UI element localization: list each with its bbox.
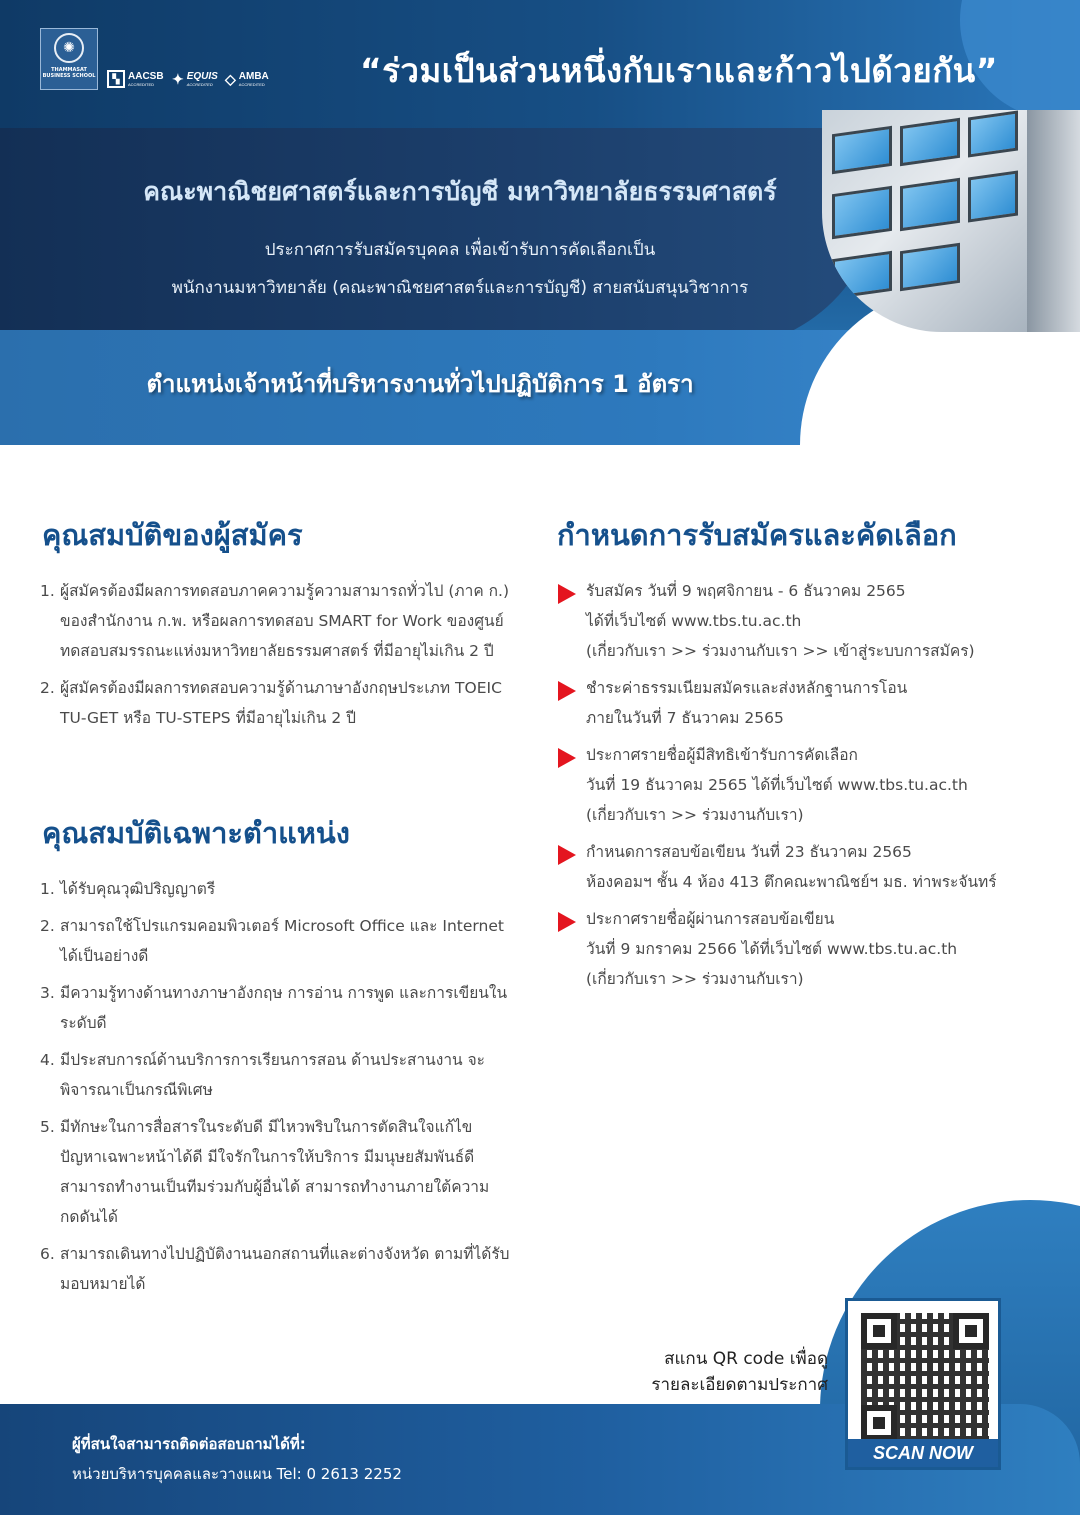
qr-code-box[interactable] <box>845 1298 1001 1470</box>
list-item: 2. ผู้สมัครต้องมีผลการทดสอบความรู้ด้านภาษาอังกฤษประเภท TOEIC TU-GET หรือ TU-STEPS ที่มีอายุไม่เกิน 2 ปี <box>40 679 502 727</box>
specific-qualifications-heading: คุณสมบัติเฉพาะตำแหน่ง <box>42 816 350 850</box>
position-title: ตำแหน่งเจ้าหน้าที่บริหารงานทั่วไปปฏิบัติการ 1 อัตรา <box>146 370 694 398</box>
qr-code-icon[interactable] <box>861 1313 989 1441</box>
contact-title: ผู้ที่สนใจสามารถติดต่อสอบถามได้ที่: <box>72 1435 306 1453</box>
schedule-heading: กำหนดการรับสมัครและคัดเลือก <box>557 518 957 552</box>
arrow-right-icon <box>558 912 576 932</box>
schedule-item: ชำระค่าธรรมเนียมสมัครและส่งหลักฐานการโอน ภายในวันที่ 7 ธันวาคม 2565 <box>558 673 1058 733</box>
list-item: 4. มีประสบการณ์ด้านบริการการเรียนการสอน ด้านประสานงาน จะพิจารณาเป็นกรณีพิเศษ <box>40 1051 485 1099</box>
scan-now-label: SCAN NOW <box>848 1439 998 1467</box>
list-item: 5. มีทักษะในการสื่อสารในระดับดี มีไหวพริบในการตัดสินใจแก้ไขปัญหาเฉพาะหน้าได้ดี มีใจรักในการให้บริการ มีมนุษยสัมพันธ์ดี สามารถทำงานเป็นทีมร่วมกับผู้อื่นได้ สามารถทำงานภายใต้ความกดดันได้ <box>40 1118 490 1226</box>
arrow-right-icon <box>558 845 576 865</box>
list-item: 1. ผู้สมัครต้องมีผลการทดสอบภาคความรู้ความสามารถทั่วไป (ภาค ก.) ของสำนักงาน ก.พ. หรือผลการทดสอบ SMART for Work ของศูนย์ทดสอบสมรรถนะแห่งมหาวิทยาลัยธรรมศาสตร์ ที่มีอายุไม่เกิน 2 ปี <box>40 582 510 660</box>
qualifications-heading: คุณสมบัติของผู้สมัคร <box>42 518 303 552</box>
thammasat-business-school-logo: ✺ THAMMASAT BUSINESS SCHOOL <box>40 28 98 90</box>
amba-logo: ◇ AMBA ACCREDITED <box>225 70 269 87</box>
arrow-right-icon <box>558 748 576 768</box>
schedule-item: ประกาศรายชื่อผู้มีสิทธิเข้ารับการคัดเลือก วันที่ 19 ธันวาคม 2565 ได้ที่เว็บไซต์ www.tbs.tu.ac.th (เกี่ยวกับเรา >> ร่วมงานกับเรา) <box>558 740 1058 830</box>
schedule-list <box>558 576 1058 1001</box>
list-item: 2. สามารถใช้โปรแกรมคอมพิวเตอร์ Microsoft Office และ Internet ได้เป็นอย่างดี <box>40 917 504 965</box>
arrow-right-icon <box>558 584 576 604</box>
arrow-right-icon <box>558 681 576 701</box>
qr-caption: สแกน QR code เพื่อดู รายละเอียดตามประกาศ <box>651 1349 828 1395</box>
list-item: 6. สามารถเดินทางไปปฏิบัติงานนอกสถานที่และต่างจังหวัด ตามที่ได้รับมอบหมายได้ <box>40 1245 510 1293</box>
faculty-title: คณะพาณิชยศาสตร์และการบัญชี มหาวิทยาลัยธรรมศาสตร์ <box>143 177 777 206</box>
contact-phone: หน่วยบริหารบุคคลและวางแผน Tel: 0 2613 2252 <box>72 1465 402 1483</box>
website-link[interactable]: วันที่ 19 ธันวาคม 2565 ได้ที่เว็บไซต์ www.tbs.tu.ac.th <box>586 776 968 794</box>
website-link[interactable]: ได้ที่เว็บไซต์ www.tbs.tu.ac.th <box>586 612 802 630</box>
schedule-item: ประกาศรายชื่อผู้ผ่านการสอบข้อเขียน วันที่ 9 มกราคม 2566 ได้ที่เว็บไซต์ www.tbs.tu.ac.th (เกี่ยวกับเรา >> ร่วมงานกับเรา) <box>558 904 1058 994</box>
schedule-item: รับสมัคร วันที่ 9 พฤศจิกายน - 6 ธันวาคม 2565 ได้ที่เว็บไซต์ www.tbs.tu.ac.th (เกี่ยวกับเรา >> ร่วมงานกับเรา >> เข้าสู่ระบบการสมัคร) <box>558 576 1058 666</box>
specific-qualifications-list <box>40 874 510 1306</box>
aacsb-logo: ▚ AACSB ACCREDITED <box>107 66 164 92</box>
seal-icon: ✺ <box>54 33 84 63</box>
announcement-line-2: พนักงานมหาวิทยาลัย (คณะพาณิชยศาสตร์และการบัญชี) สายสนับสนุนวิชาการ <box>171 278 749 298</box>
equis-logo: ✦ EQUIS ACCREDITED <box>172 70 218 87</box>
aacsb-icon: ▚ <box>107 70 125 88</box>
list-item: 1. ได้รับคุณวุฒิปริญญาตรี <box>40 880 216 898</box>
qualifications-list <box>40 576 510 740</box>
website-link[interactable]: วันที่ 9 มกราคม 2566 ได้ที่เว็บไซต์ www.tbs.tu.ac.th <box>586 940 958 958</box>
schedule-item: กำหนดการสอบข้อเขียน วันที่ 23 ธันวาคม 2565 ห้องคอมฯ ชั้น 4 ห้อง 413 ตึกคณะพาณิชย์ฯ มธ. ท่าพระจันทร์ <box>558 837 1058 897</box>
list-item: 3. มีความรู้ทางด้านทางภาษาอังกฤษ การอ่าน การพูด และการเขียนในระดับดี <box>40 984 508 1032</box>
building-photo <box>822 110 1080 332</box>
announcement-line-1: ประกาศการรับสมัครบุคคล เพื่อเข้ารับการคัดเลือกเป็น <box>264 240 656 260</box>
equis-icon: ✦ <box>172 70 184 87</box>
diamond-icon: ◇ <box>225 70 236 87</box>
slogan: “ร่วมเป็นส่วนหนึ่งกับเราและก้าวไปด้วยกัน” <box>360 51 998 90</box>
